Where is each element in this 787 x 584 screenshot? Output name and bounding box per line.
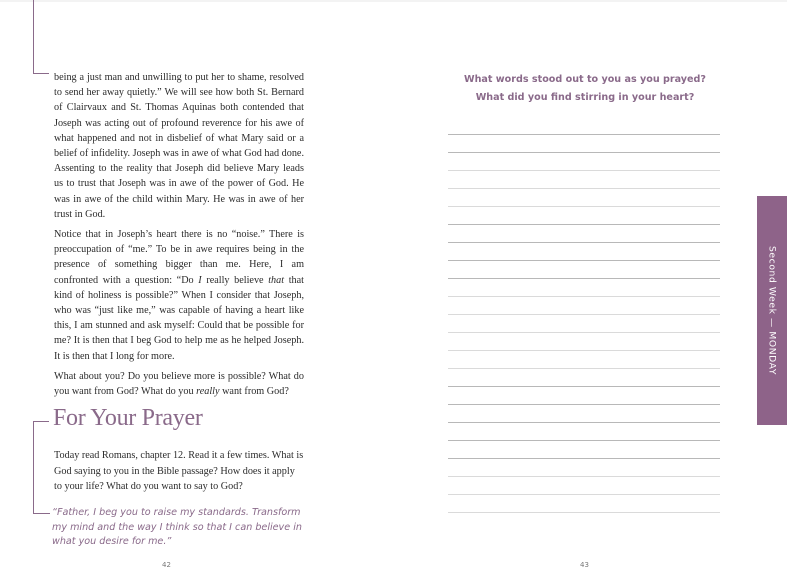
prayer-quote: “Father, I beg you to raise my standards. Transform my mind and the way I think so that I can believe in what you desire for me.” <box>52 507 302 547</box>
ruled-line <box>448 206 720 224</box>
section-tab-label: Second Week — MONDAY <box>766 245 778 376</box>
emphasis: I <box>198 274 202 286</box>
ruled-line <box>448 368 720 386</box>
ruled-line <box>448 224 720 242</box>
ruled-line <box>448 278 720 296</box>
emphasis: that <box>268 274 285 286</box>
ruled-line <box>448 314 720 332</box>
bracket-line <box>33 73 49 74</box>
ruled-line <box>448 476 720 494</box>
body-text <box>54 70 304 404</box>
ruled-line <box>448 134 720 152</box>
ruled-line <box>448 188 720 206</box>
emphasis: really <box>196 386 220 398</box>
paragraph <box>54 369 304 399</box>
ruled-line <box>448 350 720 368</box>
ruled-line <box>448 386 720 404</box>
ruled-line <box>448 422 720 440</box>
reflection-question <box>445 71 725 107</box>
page-number: 42 <box>162 561 171 569</box>
ruled-line <box>448 440 720 458</box>
paragraph <box>54 227 304 364</box>
ruled-line <box>448 458 720 476</box>
page-number: 43 <box>580 561 589 569</box>
text-segment: that kind of holiness is possible?” When I consider that Joseph, who was “just like me,” was capable of having a heart like this, I am stunned and ask myself: Could that be possible for me? It is then that I beg God to help me as he helped Joseph. It is then that I long for more. <box>54 274 304 362</box>
ruled-line <box>448 170 720 188</box>
question-line: What words stood out to you as you prayed? <box>464 74 706 85</box>
ruled-line <box>448 152 720 170</box>
ruled-line <box>448 242 720 260</box>
prayer-instruction: Today read Romans, chapter 12. Read it a few times. What is God saying to you in the Bible passage? How does it apply to your life? What do you want to say to God? <box>54 450 304 492</box>
bracket-line <box>33 421 49 422</box>
text-segment: really believe <box>201 274 269 286</box>
section-tab <box>757 196 787 425</box>
left-page <box>0 0 393 584</box>
paragraph: being a just man and unwilling to put her to shame, resolved to send her away quietly.” We will see how both St. Bernard of Clairvaux and St. Thomas Aquinas both contended that Joseph was acting out of profound reverence for his awe of what happened and not in disbelief of what Mary said or a belief of infidelity. Joseph was in awe of what God had done. Assenting to the reality that Joseph did believe Mary leads us to trust that Joseph was in awe of the power of God. He was in awe of the child within Mary. He was in awe of her trust in God. <box>54 72 304 220</box>
text-segment: What about you? Do you believe more is possible? What do you want from God? What do you <box>54 370 304 398</box>
section-heading: For Your Prayer <box>53 405 203 431</box>
journal-lines[interactable] <box>448 134 720 530</box>
bracket-line <box>33 0 34 73</box>
ruled-line <box>448 260 720 278</box>
ruled-line <box>448 332 720 350</box>
text-segment: want from God? <box>219 386 289 398</box>
bracket-line <box>33 513 50 514</box>
ruled-line <box>448 512 720 530</box>
text-segment: Notice that in Joseph’s heart there is no “noise.” There is preoccupation of “me.” To be in awe requires being in the presence of something bigger than me. Here, I am confronted with a question: “Do <box>54 229 304 286</box>
question-line: What did you find stirring in your heart? <box>475 92 695 103</box>
bracket-line <box>33 421 34 513</box>
ruled-line <box>448 404 720 422</box>
ruled-line <box>448 296 720 314</box>
ruled-line <box>448 494 720 512</box>
